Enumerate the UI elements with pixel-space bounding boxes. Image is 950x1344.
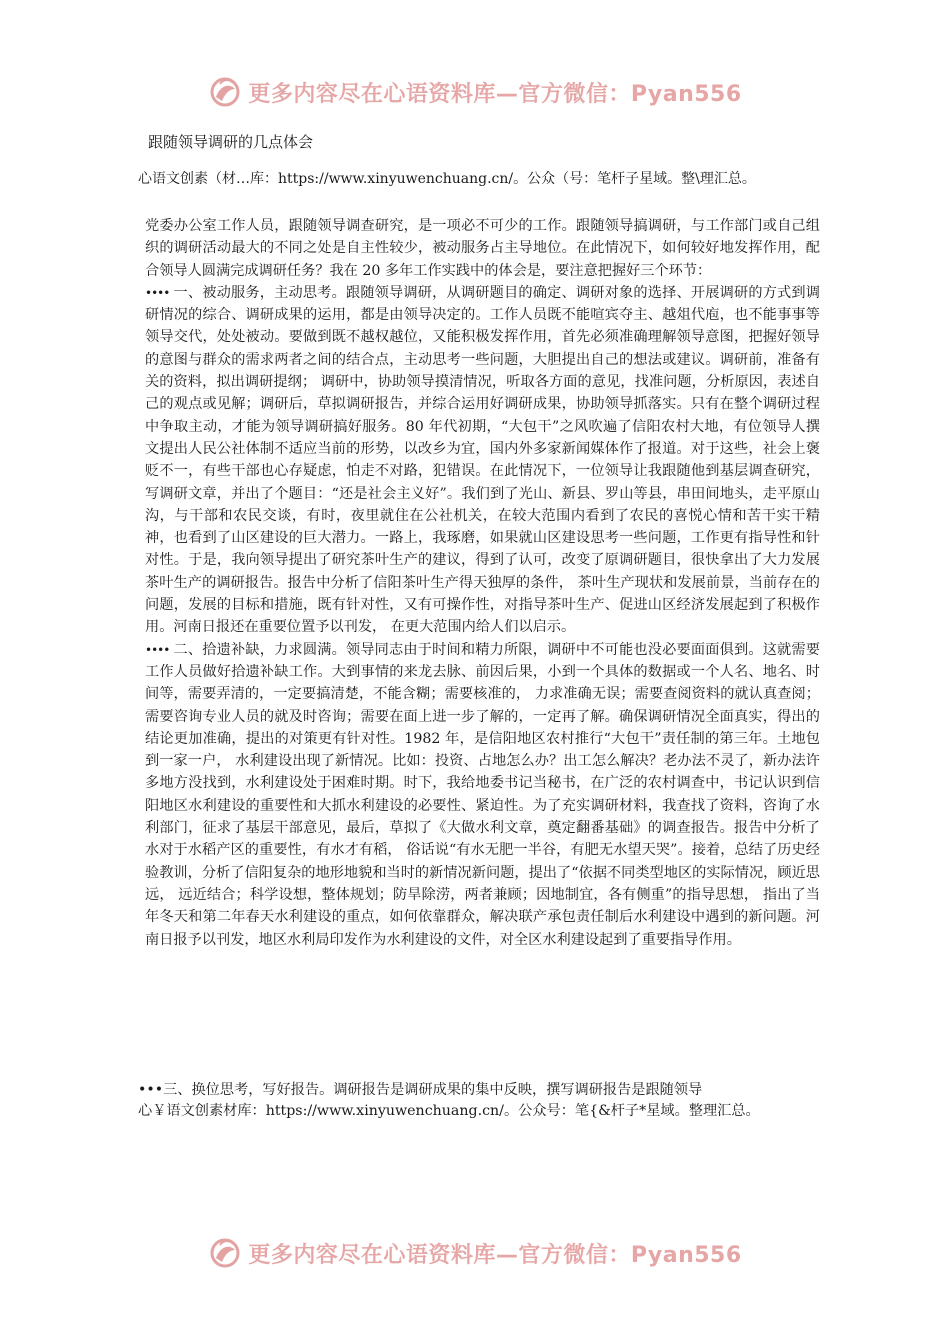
document-title: 跟随领导调研的几点体会 xyxy=(148,133,314,151)
document-tail xyxy=(138,1080,828,1122)
bullet-marker: ••• xyxy=(138,1082,164,1098)
section-2-paragraph xyxy=(145,639,820,951)
banner-text: 更多内容尽在心语资料库—官方微信：Pyan556 xyxy=(248,1242,742,1268)
document-body xyxy=(145,215,820,951)
flower-logo-icon xyxy=(208,75,242,109)
section-1-paragraph xyxy=(145,282,820,639)
bullet-marker: •••• xyxy=(145,642,170,657)
intro-paragraph: 党委办公室工作人员，跟随领导调查研究，是一项必不可少的工作。跟随领导搞调研，与工作部门或自己组织的调研活动最大的不同之处是自主性较少，被动服务占主导地位。在此情况下，如何较好地发挥作用，配合领导人圆满完成调研任务？我在 20 多年工作实践中的体会是，要注意把握好三个环节： xyxy=(145,218,820,279)
section-3-text: 三、换位思考，写好报告。调研报告是调研成果的集中反映，撰写调研报告是跟随领导 xyxy=(163,1082,703,1098)
banner-text: 更多内容尽在心语资料库—官方微信：Pyan556 xyxy=(248,81,742,107)
section-1-text: 一、被动服务，主动思考。跟随领导调研，从调研题目的确定、调研对象的选择、开展调研的方式到调研情况的综合、调研成果的运用，都是由领导决定的。工作人员既不能喧宾夺主、越俎代庖，也不能事事等领导交代，处处被动。要做到既不越权越位，又能积极发挥作用，首先必须准确理解领导意图，把握好领导的意图与群众的需求两者之间的结合点，主动思考一些问题，大胆提出自己的想法或建议。调研前，准备有关的资料，拟出调研提纲； 调研中，协助领导摸清情况，听取各方面的意见，找准问题，分析原因，表述自己的观点或见解；调研后，草拟调研报告，并综合运用好调研成果，协助领导抓落实。只有在整个调研过程中争取主动，才能为领导调研搞好服务。80 年代初期，“大包干”之风吹遍了信阳农村大地，有位领导人撰文提出人民公社体制不适应当前的形势，以改乡为宜，国内外多家新闻媒体作了报道。对于这些，社会上褒贬不一，有些干部也心存疑虑，怕走不对路，犯错误。在此情况下，一位领导让我跟随他到基层调查研究，写调研文章，并出了个题目：“还是社会主义好”。我们到了光山、新县、罗山等县，串田间地头，走平原山沟，与干部和农民交谈，有时，夜里就住在公社机关，在较大范围内看到了农民的喜悦心情和苦干实干精神，也看到了山区建设的巨大潜力。一路上，我琢磨，如果就山区建设思考一些问题，工作更有指导性和针对性。于是，我向领导提出了研究茶叶生产的建议，得到了认可，改变了原调研题目，很快拿出了大力发展茶叶生产的调研报告。报告中分析了信阳茶叶生产得天独厚的条件， 茶叶生产现状和发展前景，当前存在的问题，发展的目标和措施，既有针对性，又有可操作性，对指导茶叶生产、促进山区经济发展起到了积极作用。河南日报还在重要位置予以刊发， 在更大范围内给人们以启示。 xyxy=(145,284,820,636)
footer-banner xyxy=(0,1231,950,1275)
tail-source-line: 心￥语文创素材库：https://www.xinyuwenchuang.cn/。公众号：笔{&杆子*星域。整理汇总。 xyxy=(138,1103,760,1119)
flower-logo-icon xyxy=(208,1236,242,1270)
section-2-text: 二、拾遗补缺，力求圆满。领导同志由于时间和精力所限，调研中不可能也没必要面面俱到。这就需要工作人员做好拾遗补缺工作。大到事情的来龙去脉、前因后果，小到一个具体的数据或一个人名、地名、时间等，需要弄清的，一定要搞清楚，不能含糊；需要核准的， 力求准确无误；需要查阅资料的就认真查阅；需要咨询专业人员的就及时咨询；需要在面上进一步了解的，一定再了解。确保调研情况全面真实，得出的结论更加准确，提出的对策更有针对性。1982 年，是信阳地区农村推行“大包干”责任制的第三年。土地包到一家一户， 水利建设出现了新情况。比如：投资、占地怎么办？出工怎么解决？老办法不灵了，新办法许多地方没找到，水利建设处于困难时期。时下，我给地委书记当秘书，在广泛的农村调查中，书记认识到信阳地区水利建设的重要性和大抓水利建设的必要性、紧迫性。为了充实调研材料，我查找了资料，咨询了水利部门，征求了基层干部意见，最后，草拟了《大做水利文章，奠定翻番基础》的调查报告。报告中分析了水对于水稻产区的重要性，有水才有稻， 俗话说“有水无肥一半谷，有肥无水望天哭”。接着，总结了历史经验教训，分析了信阳复杂的地形地貌和当时的新情况新问题，提出了“依据不同类型地区的实际情况，顾近思远， 远近结合；科学设想，整体规划；防旱除涝，两者兼顾；因地制宜，各有侧重”的指导思想， 指出了当年冬天和第二年春天水利建设的重点，如何依靠群众，解决联产承包责任制后水利建设中遇到的新问题。河南日报予以刊发，地区水利局印发作为水利建设的文件，对全区水利建设起到了重要指导作用。 xyxy=(145,641,820,948)
section-3-paragraph xyxy=(138,1080,828,1101)
bullet-marker: •••• xyxy=(145,285,170,300)
source-line: 心语文创素（材…库：https://www.xinyuwenchuang.cn/。公众（号：笔杆子星域。整\理汇总。 xyxy=(138,171,756,187)
header-banner xyxy=(0,70,950,114)
